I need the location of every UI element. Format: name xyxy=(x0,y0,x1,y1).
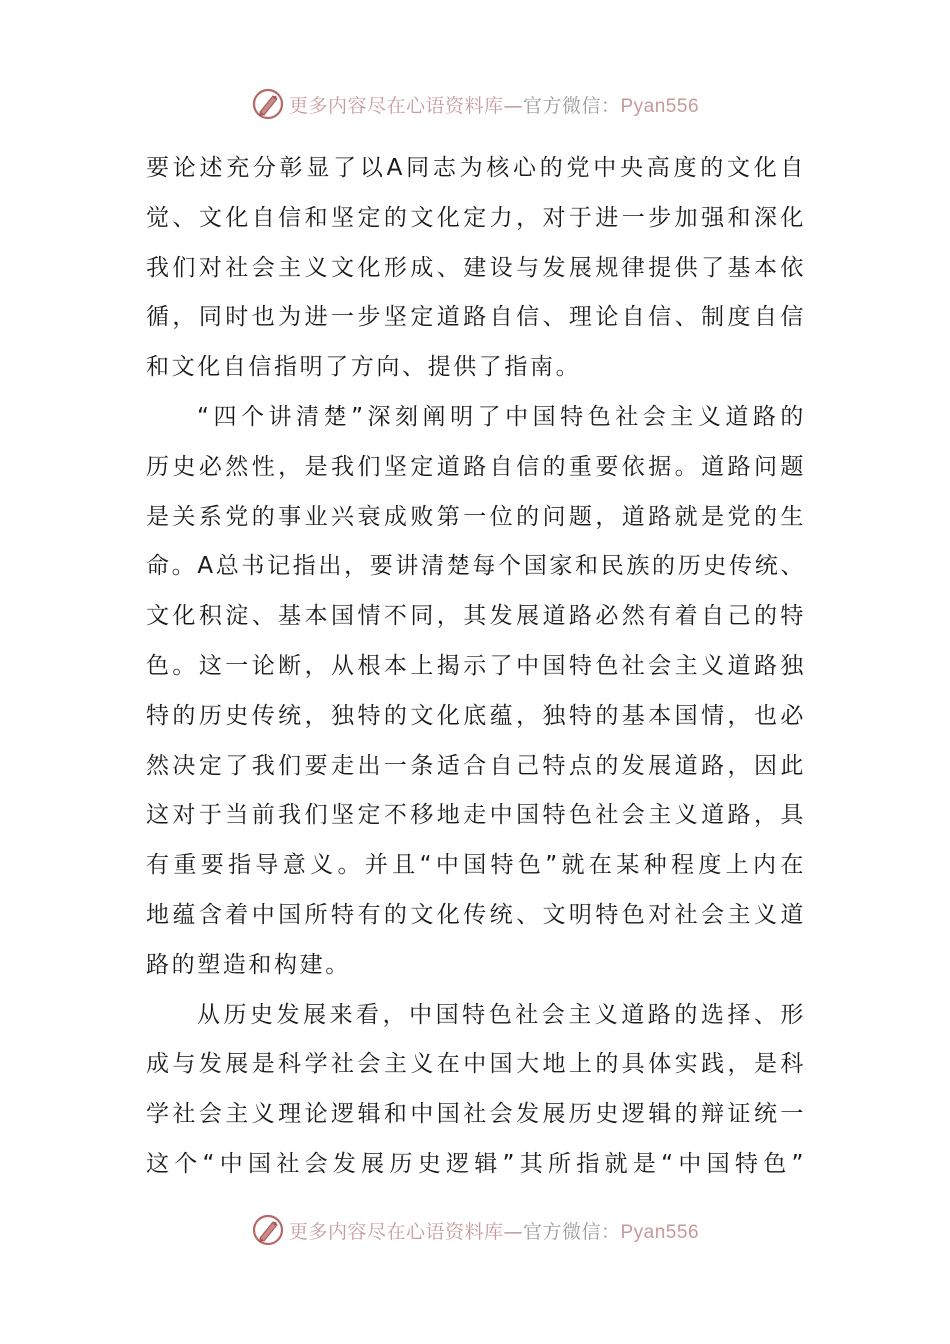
text-line: “四个讲清楚”深刻阐明了中国特色社会主义道路的 xyxy=(197,403,806,430)
text-line: 历史必然性，是我们坚定道路自信的重要依据。道路问题 xyxy=(146,453,806,480)
banner-official: 官方微信： xyxy=(522,1220,621,1243)
text-line: 有重要指导意义。并且“中国特色”就在某种程度上内在 xyxy=(146,852,806,879)
banner-lead: 更多内容尽在心语资料库 xyxy=(288,1220,504,1243)
banner-wechat-id: Pyan556 xyxy=(620,95,700,117)
banner-lead: 更多内容尽在心语资料库 xyxy=(288,94,504,117)
text-line: 从历史发展来看，中国特色社会主义道路的选择、形 xyxy=(197,1001,806,1028)
text-line: 这对于当前我们坚定不移地走中国特色社会主义道路，具 xyxy=(146,802,806,829)
text-line: 地蕴含着中国所特有的文化传统、文明特色对社会主义道 xyxy=(146,901,806,928)
pen-logo-icon xyxy=(251,1213,285,1247)
text-line: 这个“中国社会发展历史逻辑”其所指就是“中国特色” xyxy=(146,1150,806,1177)
paragraph-1 xyxy=(146,144,806,393)
banner-text xyxy=(289,91,699,118)
paragraph-2 xyxy=(146,393,806,991)
text-line: 路的塑造和构建。 xyxy=(146,951,351,978)
banner-text xyxy=(289,1217,699,1244)
text-line: 色。这一论断，从根本上揭示了中国特色社会主义道路独 xyxy=(146,652,806,679)
text-line: 学社会主义理论逻辑和中国社会发展历史逻辑的辩证统一 xyxy=(146,1101,806,1128)
text-line: 特的历史传统，独特的文化底蕴，独特的基本国情，也必 xyxy=(146,702,806,729)
text-line: 觉、文化自信和坚定的文化定力，对于进一步加强和深化 xyxy=(146,204,806,231)
banner-wechat-id: Pyan556 xyxy=(620,1221,700,1243)
text-line: 和文化自信指明了方向、提供了指南。 xyxy=(146,354,582,381)
text-line: 文化积淀、基本国情不同，其发展道路必然有着自己的特 xyxy=(146,603,806,630)
text-line: 然决定了我们要走出一条适合自己特点的发展道路，因此 xyxy=(146,752,806,779)
document-body xyxy=(146,144,806,1190)
banner-official: 官方微信： xyxy=(522,94,621,117)
header-banner xyxy=(0,84,950,124)
text-line: 循，同时也为进一步坚定道路自信、理论自信、制度自信 xyxy=(146,304,806,331)
text-line: 要论述充分彰显了以A同志为核心的党中央高度的文化自 xyxy=(146,155,806,181)
banner-dash: — xyxy=(503,94,523,117)
text-line: 我们对社会主义文化形成、建设与发展规律提供了基本依 xyxy=(146,254,806,281)
paragraph-3 xyxy=(146,991,806,1190)
footer-banner xyxy=(0,1210,950,1250)
banner-dash: — xyxy=(503,1220,523,1243)
pen-logo-icon xyxy=(251,87,285,121)
text-line: 命。A总书记指出，要讲清楚每个国家和民族的历史传统、 xyxy=(146,553,806,580)
text-line: 是关系党的事业兴衰成败第一位的问题，道路就是党的生 xyxy=(146,503,806,530)
text-line: 成与发展是科学社会主义在中国大地上的具体实践，是科 xyxy=(146,1051,806,1078)
